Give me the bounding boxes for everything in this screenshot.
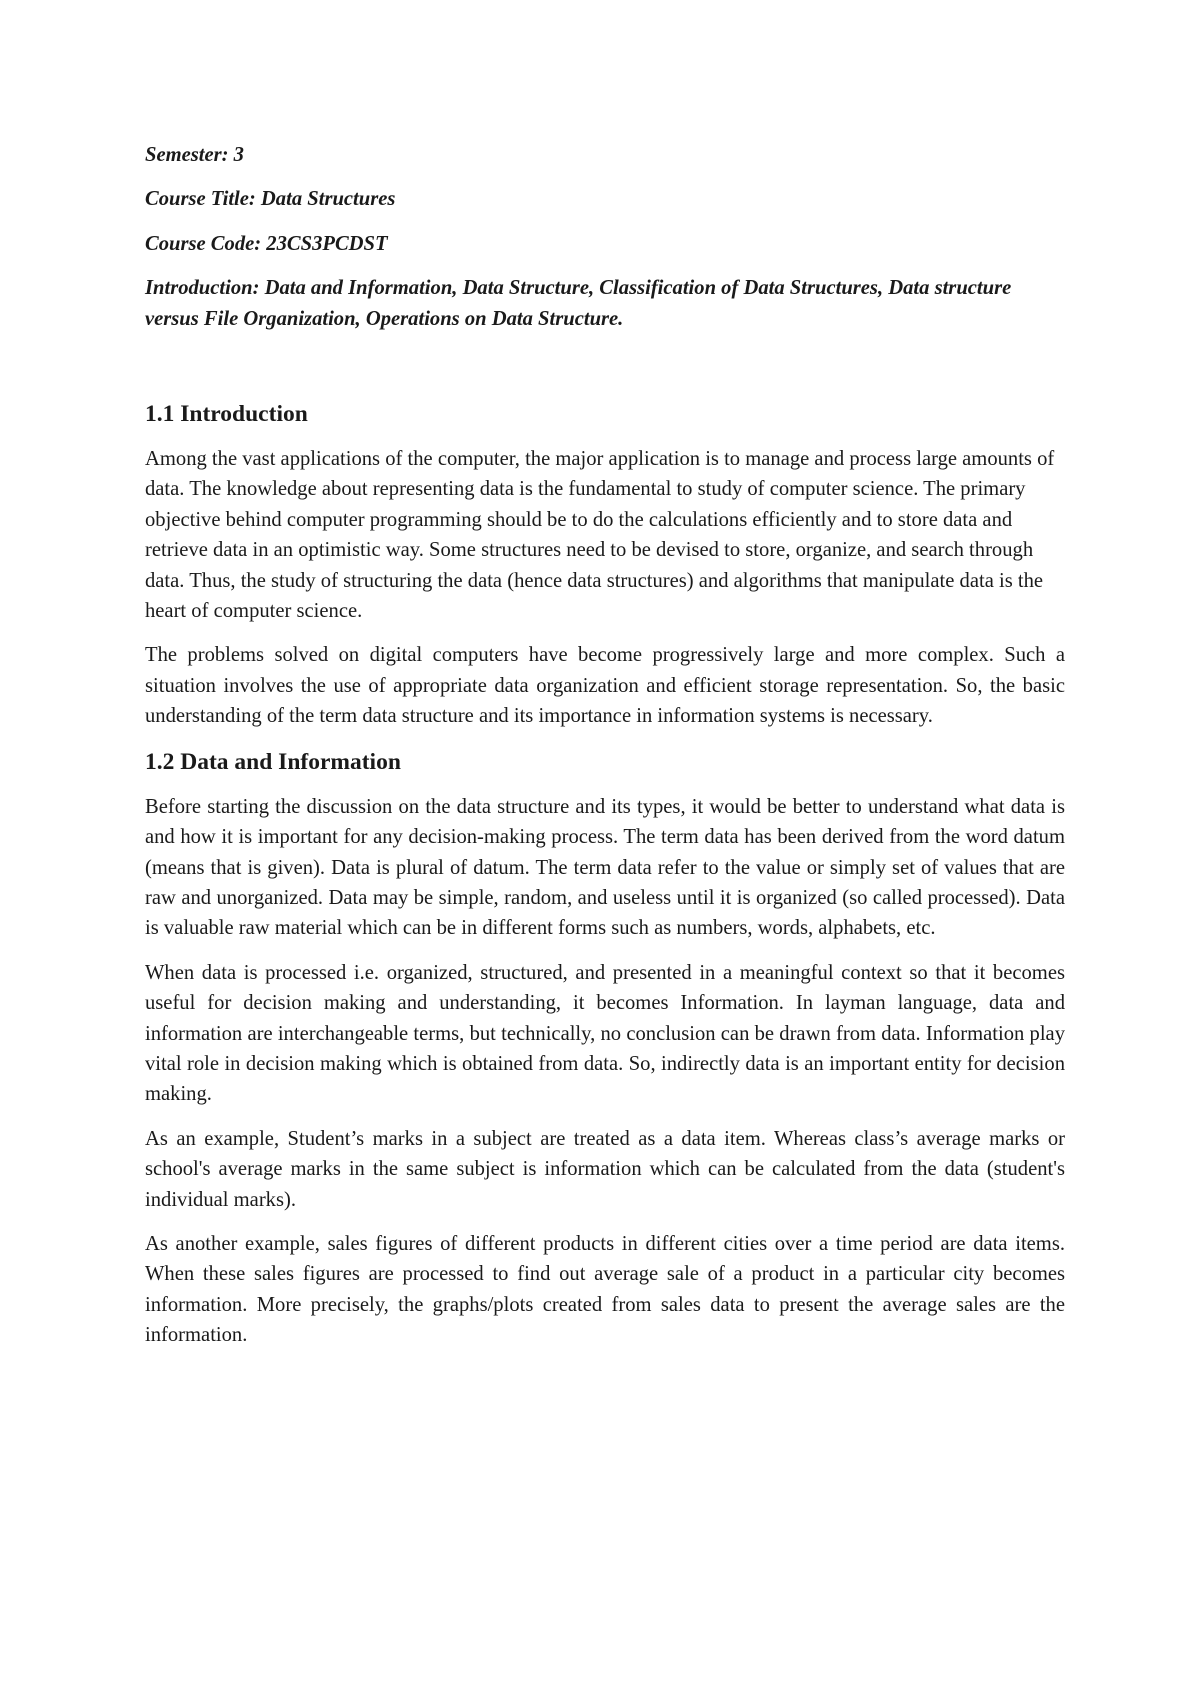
course-code-line: Course Code: 23CS3PCDST: [145, 232, 388, 255]
intro-paragraph-1: Among the vast applications of the computer, the major application is to manage and process large amounts of data. The knowledge about representing data is the fundamental to study of computer science. The primary objective behind computer programming should be to do the calculations efficiently and to store data and retrieve data in an optimistic way. Some structures need to be devised to store, organize, and search through data. Thus, the study of structuring the data (hence data structures) and algorithms that manipulate data is the heart of computer science.: [145, 448, 1055, 623]
data-info-paragraph-4: As another example, sales figures of different products in different cities over a time period are data items. When these sales figures are processed to find out average sale of a product in a particular city becomes information. More precisely, the graphs/plots created from sales data to present the average sales are the information.: [145, 1232, 1065, 1347]
data-info-paragraph-2: When data is processed i.e. organized, structured, and presented in a meaningful context so that it becomes useful for decision making and understanding, it becomes Information. In layman language, data and information are interchangeable terms, but technically, no conclusion can be drawn from data. Information play vital role in decision making which is obtained from data. So, indirectly data is an important entity for decision making.: [145, 961, 1065, 1106]
data-info-paragraph-3: As an example, Student’s marks in a subject are treated as a data item. Whereas class’s average marks or school's average marks in the same subject is information which can be calculated from the data (student's individual marks).: [145, 1127, 1065, 1211]
document-page: [145, 140, 1065, 1365]
section-heading-data-and-information: 1.2 Data and Information: [145, 748, 401, 775]
intro-paragraph-2: The problems solved on digital computers have become progressively large and more complex. Such a situation involves the use of appropriate data organization and efficient storage representation. So, the basic understanding of the term data structure and its importance in information systems is necessary.: [145, 644, 1065, 728]
section-heading-introduction: 1.1 Introduction: [145, 401, 308, 428]
semester-line: Semester: 3: [145, 144, 244, 166]
course-title-line: Course Title: Data Structures: [145, 188, 396, 211]
introduction-topics: Introduction: Data and Information, Data Structure, Classification of Data Structures, Data structure versus File Organization, Operations on Data Structure.: [145, 277, 1012, 330]
data-info-paragraph-1: Before starting the discussion on the data structure and its types, it would be better to understand what data is and how it is important for any decision-making process. The term data has been derived from the word datum (means that is given). Data is plural of datum. The term data refer to the value or simply set of values that are raw and unorganized. Data may be simple, random, and useless until it is organized (so called processed). Data is valuable raw material which can be in different forms such as numbers, words, alphabets, etc.: [145, 795, 1065, 940]
